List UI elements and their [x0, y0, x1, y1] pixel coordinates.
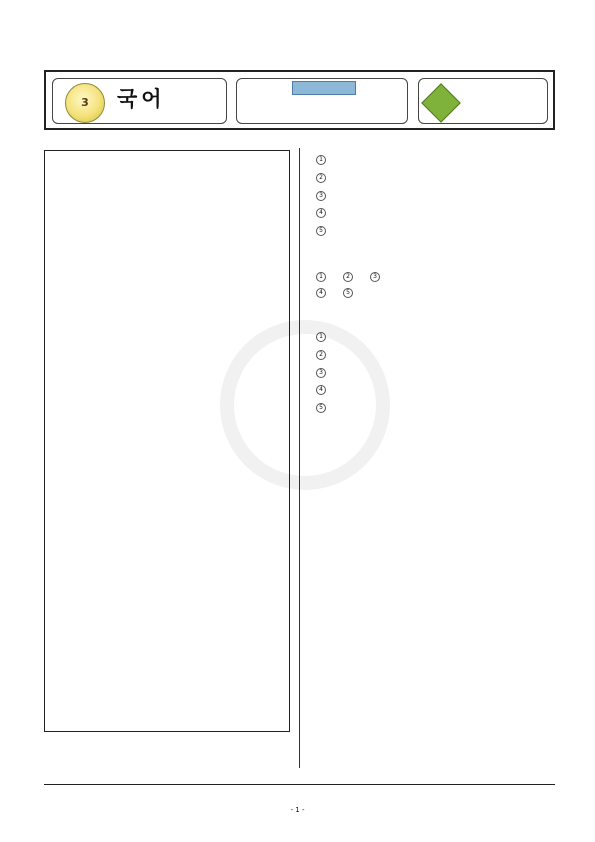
option-number-icon: 1 [316, 155, 326, 165]
option-number-icon: 4 [316, 385, 326, 395]
question-2-option[interactable] [316, 271, 329, 282]
option-number-icon: 3 [370, 272, 380, 282]
option-number-icon: 4 [316, 208, 326, 218]
option-number-icon: 5 [343, 288, 353, 298]
reading-passage [44, 150, 290, 732]
question-2-option[interactable] [343, 287, 356, 298]
option-number-icon: 1 [316, 332, 326, 342]
grade-badge: 3 [65, 83, 105, 123]
question-3-option[interactable] [316, 349, 555, 360]
question-2-options-row [316, 271, 555, 282]
question-1-option[interactable] [316, 207, 555, 218]
left-column [44, 148, 290, 732]
option-number-icon: 3 [316, 191, 326, 201]
subject-box [52, 78, 227, 124]
option-number-icon: 5 [316, 226, 326, 236]
exam-info-box [236, 78, 408, 124]
question-2-option[interactable] [343, 271, 356, 282]
question-3-option[interactable] [316, 384, 555, 395]
question-3-option[interactable] [316, 331, 555, 342]
option-number-icon: 2 [316, 350, 326, 360]
question-1-option[interactable] [316, 154, 555, 165]
right-column [310, 148, 555, 420]
question-2-option[interactable] [370, 271, 383, 282]
option-number-icon: 1 [316, 272, 326, 282]
question-2-options-row [316, 287, 555, 298]
question-3-option[interactable] [316, 367, 555, 378]
option-number-icon: 2 [343, 272, 353, 282]
exam-tab [292, 81, 356, 95]
publisher-logo-box [418, 78, 548, 124]
page-header [44, 70, 555, 130]
question-1-option[interactable] [316, 172, 555, 183]
question-1-option[interactable] [316, 225, 555, 236]
footer-rule [44, 784, 555, 785]
publisher-logo-icon [421, 83, 461, 123]
column-divider [299, 148, 300, 768]
question-1-option[interactable] [316, 190, 555, 201]
subject-title: 국어 [117, 86, 166, 111]
option-number-icon: 5 [316, 403, 326, 413]
option-number-icon: 4 [316, 288, 326, 298]
question-2-option[interactable] [316, 287, 329, 298]
question-3-option[interactable] [316, 402, 555, 413]
option-number-icon: 2 [316, 173, 326, 183]
option-number-icon: 3 [316, 368, 326, 378]
page-number: - 1 - [290, 806, 305, 814]
